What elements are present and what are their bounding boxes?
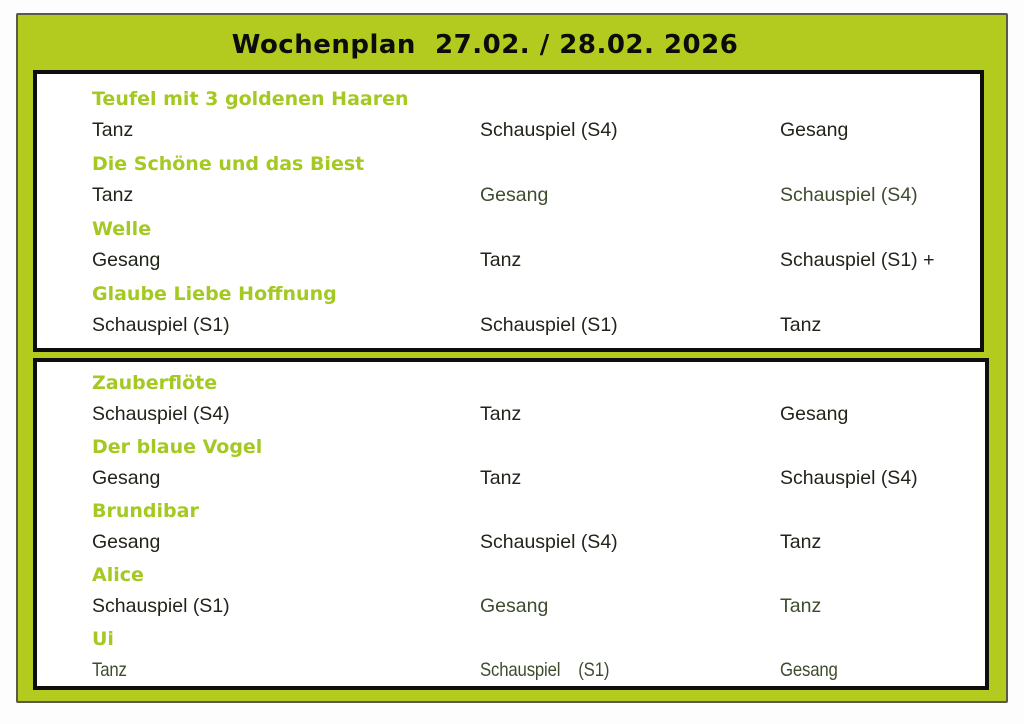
- day-block-2: [33, 358, 989, 690]
- program-entry: [92, 279, 970, 341]
- activity-cell: Schauspiel (S4): [92, 403, 230, 425]
- program-title: Teufel mit 3 goldenen Haaren: [92, 88, 409, 110]
- program-row: [92, 180, 970, 211]
- program-entry: [92, 624, 975, 686]
- activity-cell: Schauspiel (S1): [480, 659, 610, 681]
- program-row: [92, 399, 975, 430]
- program-row: [92, 591, 975, 622]
- activity-cell: Gesang: [780, 403, 849, 425]
- program-title: Welle: [92, 218, 152, 240]
- activity-cell: Schauspiel (S1): [92, 595, 230, 617]
- program-row: [92, 115, 970, 146]
- program-entry: [92, 84, 970, 146]
- activity-cell: Tanz: [480, 249, 522, 271]
- program-title: Brundibar: [92, 500, 199, 522]
- activity-cell: Tanz: [92, 119, 134, 141]
- program-row: [92, 463, 975, 494]
- program-entry: [92, 560, 975, 622]
- program-title: Zauberflöte: [92, 372, 218, 394]
- activity-cell: Gesang: [480, 184, 549, 206]
- program-row: [92, 245, 970, 276]
- program-title: Die Schöne und das Biest: [92, 153, 365, 175]
- program-entry: [92, 214, 970, 276]
- activity-cell: Gesang: [92, 531, 161, 553]
- program-row: [92, 527, 975, 558]
- activity-cell: Gesang: [480, 595, 549, 617]
- activity-cell: Gesang: [780, 119, 849, 141]
- activity-cell: Schauspiel (S4): [480, 119, 618, 141]
- activity-cell: Gesang: [780, 659, 838, 681]
- activity-cell: Gesang: [92, 249, 161, 271]
- page-title: Wochenplan 27.02. / 28.02. 2026: [231, 30, 739, 60]
- program-entry: [92, 368, 975, 430]
- activity-cell: Tanz: [480, 467, 522, 489]
- activity-cell: Gesang: [92, 467, 161, 489]
- activity-cell: Tanz: [92, 659, 127, 681]
- program-entry: [92, 432, 975, 494]
- activity-cell: Schauspiel (S1): [92, 314, 230, 336]
- program-title: Glaube Liebe Hoffnung: [92, 283, 337, 305]
- activity-cell: Schauspiel (S4): [780, 184, 918, 206]
- green-panel: [16, 13, 1008, 703]
- activity-cell: Schauspiel (S1) +: [780, 249, 935, 271]
- program-title: Alice: [92, 564, 144, 586]
- program-title: Der blaue Vogel: [92, 436, 263, 458]
- activity-cell: Tanz: [780, 595, 822, 617]
- activity-cell: Schauspiel (S1): [480, 314, 618, 336]
- program-entry: [92, 149, 970, 211]
- activity-cell: Tanz: [780, 531, 822, 553]
- activity-cell: Tanz: [92, 184, 134, 206]
- activity-cell: Tanz: [780, 314, 822, 336]
- program-title: Ui: [92, 628, 114, 650]
- activity-cell: Schauspiel (S4): [780, 467, 918, 489]
- program-row: [92, 310, 970, 341]
- day-block-1: [33, 70, 984, 352]
- activity-cell: Tanz: [480, 403, 522, 425]
- activity-cell: Schauspiel (S4): [480, 531, 618, 553]
- program-entry: [92, 496, 975, 558]
- program-row: [92, 655, 975, 686]
